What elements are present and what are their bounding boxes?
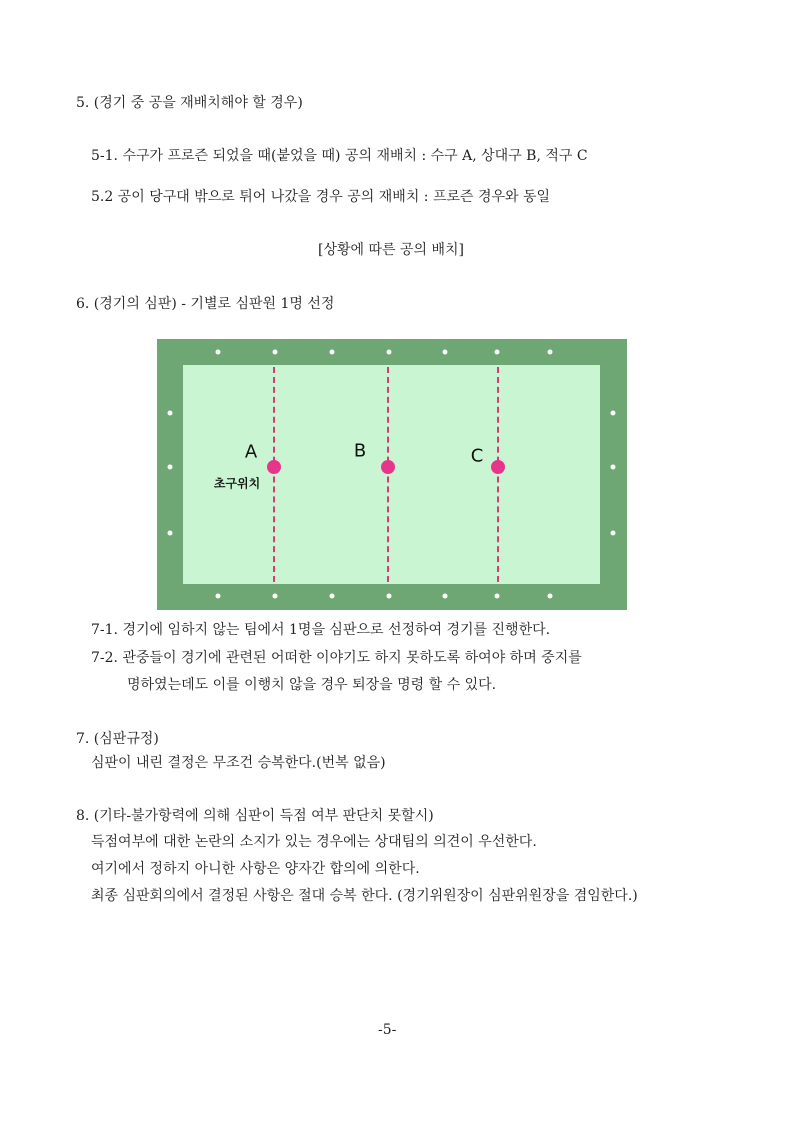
section6-heading: 6. (경기의 심판) - 기별로 심판원 1명 선정 (76, 296, 335, 312)
diamond-marker (548, 594, 553, 599)
diamond-marker (387, 594, 392, 599)
diamond-marker (330, 350, 335, 355)
diamond-marker (611, 465, 616, 470)
section7-body: 심판이 내린 결정은 무조건 승복한다.(번복 없음) (91, 755, 386, 771)
diamond-marker (216, 350, 221, 355)
section5-item2: 5.2 공이 당구대 밖으로 튀어 나갔을 경우 공의 재배치 : 프로즌 경우와 동일 (91, 189, 551, 205)
diamond-marker (548, 350, 553, 355)
diamond-marker (330, 594, 335, 599)
ball-c-guide-line (497, 367, 499, 582)
ball-a-label: A (244, 441, 258, 463)
ball-c-label: C (470, 445, 484, 467)
section5-item1: 5-1. 수구가 프로즌 되었을 때(붙었을 때) 공의 재배치 : 수구 A, 상대구 B, 적구 C (91, 148, 588, 164)
diamond-marker (443, 350, 448, 355)
diamond-marker (495, 594, 500, 599)
diamond-marker (273, 350, 278, 355)
diamond-marker (611, 531, 616, 536)
section8-line2: 여기에서 정하지 아니한 사항은 양자간 합의에 의한다. (91, 861, 420, 877)
initial-position-label: 초구위치 (213, 476, 261, 491)
ball-a-guide-line (273, 367, 275, 582)
section5-heading: 5. (경기 중 공을 재배치해야 할 경우) (76, 95, 303, 111)
ball-c (491, 460, 505, 474)
diamond-marker (168, 531, 173, 536)
diamond-marker (273, 594, 278, 599)
billiard-table-diagram (157, 339, 627, 610)
diamond-marker (168, 465, 173, 470)
section7-item1: 7-1. 경기에 임하지 않는 팀에서 1명을 심판으로 선정하여 경기를 진행한다. (91, 622, 551, 638)
diamond-marker (168, 411, 173, 416)
diamond-marker (443, 594, 448, 599)
section8-line1: 득점여부에 대한 논란의 소지가 있는 경우에는 상대팀의 의견이 우선한다. (91, 834, 537, 850)
page-number: -5- (378, 1022, 397, 1038)
diamond-marker (495, 350, 500, 355)
ball-b-guide-line (387, 367, 389, 582)
ball-b-label: B (353, 440, 367, 462)
ball-b (381, 460, 395, 474)
section8-line3: 최종 심판회의에서 결정된 사항은 절대 승복 한다. (경기위원장이 심판위원장을 겸임한다.) (91, 888, 638, 904)
ball-a (267, 460, 281, 474)
section7-heading: 7. (심판규정) (76, 731, 159, 747)
diagram-caption: [상황에 따른 공의 배치] (318, 242, 464, 258)
section7-item2-line2: 명하였는데도 이를 이행치 않을 경우 퇴장을 명령 할 수 있다. (127, 677, 497, 693)
diamond-marker (387, 350, 392, 355)
section8-heading: 8. (기타-불가항력에 의해 심판이 득점 여부 판단치 못할시) (76, 808, 434, 824)
section7-item2-line1: 7-2. 관중들이 경기에 관련된 어떠한 이야기도 하지 못하도록 하여야 하며 중지를 (91, 650, 582, 666)
diamond-marker (611, 411, 616, 416)
diamond-marker (216, 594, 221, 599)
